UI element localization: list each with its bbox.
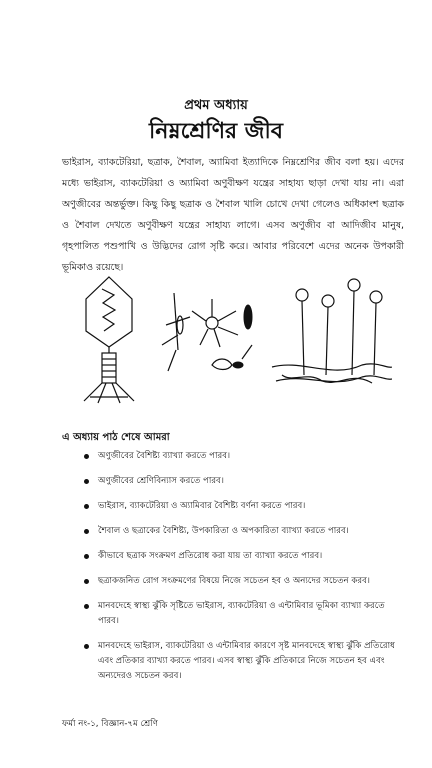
list-item xyxy=(84,449,404,464)
bullet-icon xyxy=(84,644,89,649)
list-item xyxy=(84,599,404,629)
bullet-icon xyxy=(84,479,89,484)
list-item xyxy=(84,474,404,489)
list-item xyxy=(84,524,404,539)
list-item xyxy=(84,574,404,589)
bullet-icon xyxy=(84,604,89,609)
objective-text: অণুজীবের বৈশিষ্ট্য ব্যাখ্যা করতে পারব। xyxy=(98,451,231,461)
chapter-title: নিম্নশ্রেণির জীব xyxy=(149,118,283,144)
objective-text: ভাইরাস, ব্যাকটেরিয়া ও অ্যামিবার বৈশিষ্ট্য বর্ণনা করতে পারব। xyxy=(98,501,306,511)
chapter-number: প্রথম অধ্যায় xyxy=(184,98,248,113)
bacteriophage-illustration xyxy=(84,277,134,403)
bullet-icon xyxy=(84,579,89,584)
page-footer: ফর্মা নং-১, বিজ্ঞান-৭ম শ্রেণি xyxy=(62,719,158,729)
objective-text: শৈবাল ও ছত্রাকের বৈশিষ্ট্য, উপকারিতা ও অপকারিতা ব্যাখ্যা করতে পারব। xyxy=(98,526,349,536)
objectives-list xyxy=(84,449,404,694)
list-item xyxy=(84,499,404,514)
list-item xyxy=(84,639,404,684)
bullet-icon xyxy=(84,454,89,459)
bullet-icon xyxy=(84,529,89,534)
intro-paragraph: ভাইরাস, ব্যাকটেরিয়া, ছত্রাক, শৈবাল, অ্যামিবা ইত্যাদিকে নিম্নশ্রেণির জীব বলা হয়। এদের মধ্যে ভাইরাস, ব্যাকটেরিয়া ও অ্যামিবা অণুবীক্ষণ যন্ত্রের সাহায্য ছাড়া দেখা যায় না। এরা অণুজীবের অন্তর্ভুক্ত। কিছু কিছু ছত্রাক ও শৈবাল খালি চোখে দেখা গেলেও অধিকাংশ ছত্রাক ও শৈবাল দেখতে অণুবীক্ষণ যন্ত্রের সাহায্য লাগে। এসব অণুজীব বা আদিজীব মানুষ, গৃহপালিত পশুপাখি ও উদ্ভিদের রোগ সৃষ্টি করে। আবার পরিবেশে এদের অনেক উপকারী ভূমিকাও রয়েছে। xyxy=(62,157,404,273)
algae-cells-illustration xyxy=(162,293,252,371)
list-item xyxy=(84,549,404,564)
objective-text: অণুজীবের শ্রেণিবিন্যাস করতে পারব। xyxy=(98,476,224,486)
objectives-heading: এ অধ্যায় পাঠ শেষে আমরা xyxy=(62,432,170,443)
objective-text: মানবদেহে ভাইরাস, ব্যাকটেরিয়া ও এন্টামিবার কারণে সৃষ্ট মানবদেহে স্বাস্থ্য ঝুঁকি প্রতিরোধ এবং প্রতিকার ব্যাখ্যা করতে পারব। এসব স্বাস্থ্য ঝুঁকি প্রতিকারে নিজে সচেতন হব এবং অন্যদেরও সচেতন করব। xyxy=(98,641,395,681)
microorganism-illustrations xyxy=(62,275,392,410)
bullet-icon xyxy=(84,504,89,509)
objective-text: কীভাবে ছত্রাক সংক্রমণ প্রতিরোধ করা যায় তা ব্যাখ্যা করতে পারব। xyxy=(98,551,323,561)
bullet-icon xyxy=(84,554,89,559)
objective-text: মানবদেহে স্বাস্থ্য ঝুঁকি সৃষ্টিতে ভাইরাস, ব্যাকটেরিয়া ও এন্টামিবার ভূমিকা ব্যাখ্যা করতে পারব। xyxy=(98,601,385,626)
objective-text: ছত্রাকজনিত রোগ সংক্রমণের বিষয়ে নিজে সচেতন হব ও অন্যদের সচেতন করব। xyxy=(98,576,371,586)
fungus-illustration xyxy=(272,279,392,383)
